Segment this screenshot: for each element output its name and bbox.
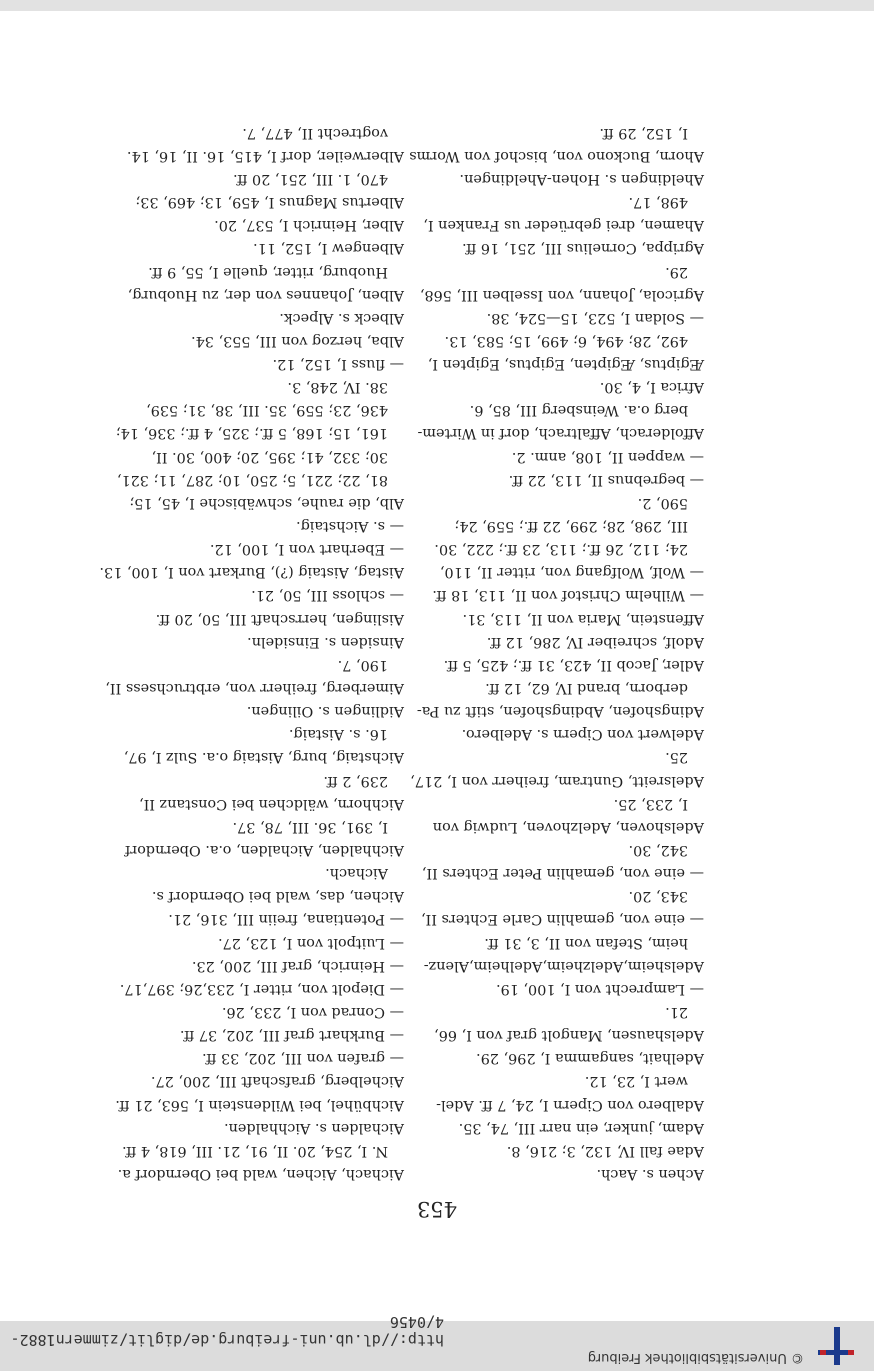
index-entry-line: 590, 2. [637, 494, 688, 511]
index-entry-line: — schloss III, 50, 21. [251, 587, 404, 604]
index-entry-line: 470, 1. III, 251, 20 ff. [233, 170, 388, 187]
index-entry-line: Adelwert von Cipern s. Adelbero. [461, 726, 704, 743]
index-entry-line: — s. Aichstaig. [296, 518, 404, 535]
index-entry-line: — Luitpolt von I, 123, 27. [218, 934, 404, 951]
index-entry-line: Albertus Magnus I, 459, 13; 469, 33; [135, 194, 404, 211]
index-entry-line: — grafen von III, 202, 33 ff. [202, 1050, 404, 1067]
index-entry-line: Adelsheim,Adelzheim,Adelheim,Alenz- [423, 957, 704, 974]
index-entry-line: Ahamen, drei gebrüeder us Franken I, [423, 217, 704, 234]
index-entry-line: Agricola, Johann, von Isselben III, 568, [419, 286, 704, 303]
index-entry-line: 16. s. Aistaig. [288, 726, 388, 743]
index-entry-line: Huoburg, ritter, quelle I, 55, 9 ff. [148, 263, 388, 280]
index-entry-line: Aichhalden, Aichalden, o.a. Oberndorf [124, 842, 404, 859]
index-entry-line: 161, 15; 168, 5 ff.; 325, 4 ff.; 336, 14; [115, 425, 388, 442]
index-entry-line: Albengew I, 152, 11. [253, 240, 404, 257]
index-entry-line: Aichelberg, grafschaft III, 200, 27. [150, 1073, 404, 1090]
index-entry-line: 30; 332, 41; 395, 20; 400, 30. II, [151, 448, 388, 465]
index-entry-line: Ainsiden s. Einsideln. [247, 633, 404, 650]
index-entry-line: Aichalden s. Aichhalden. [224, 1119, 404, 1136]
index-entry-line: Aheldingen s. Hohen-Aheldingen. [459, 170, 704, 187]
index-column-left [409, 121, 704, 1185]
index-entry-line: 498, 17. [628, 194, 688, 211]
index-entry-line: Aichhorn, wäldchen bei Constanz II, [139, 795, 404, 812]
index-entry-line: — eine von, gemahlin Peter Echters II, [421, 865, 704, 882]
index-entry-line: I, 391, 36. III, 78, 37. [232, 818, 388, 835]
university-logo-icon [816, 1327, 856, 1365]
index-entry-line: — begrebnus II, 113, 22 ff. [508, 471, 704, 488]
index-entry-line: Adam, junker, ein narr III, 74, 35. [458, 1119, 704, 1136]
index-entry-line: Agrippa, Cornelius III, 251, 16 ff. [462, 240, 704, 257]
index-entry-line: 342, 30. [628, 842, 688, 859]
index-entry-line: 81, 22; 221, 5; 250, 10; 287, 11; 321, [116, 471, 388, 488]
index-entry-line: 24; 112, 26 ff.; 113, 23 ff.; 222, 30. [434, 541, 688, 558]
index-entry-line: Affenstein, Maria von II, 113, 31. [462, 610, 704, 627]
index-entry-line: Ahorn, Buckono von, bischof von Worms [409, 147, 704, 164]
index-entry-line: Achen s. Aach. [596, 1166, 704, 1182]
index-entry-line: I, 152, 29 ff. [599, 124, 688, 141]
index-entry-line: Alba, herzog von III, 553, 34. [191, 332, 404, 349]
index-entry-line: Aidlingen s. Oilingen. [246, 703, 404, 720]
index-entry-line: Adingshofen, Abdingshofen, stift zu Pa- [416, 703, 704, 720]
index-column-right [99, 121, 404, 1185]
index-entry-line: Adelshoven, Adelzhoven, Ludwig von [432, 818, 704, 835]
index-entry-line: Adalbero von Cipern I, 24, 7 ff. Adel- [436, 1096, 704, 1113]
index-entry-line: N. I, 254, 20. II, 91, 21. III, 618, 4 ff. [121, 1142, 388, 1159]
index-entry-line: berg o.a. Weinsberg III, 85, 6. [469, 402, 688, 419]
index-entry-line: Albeck s. Alpeck. [279, 309, 404, 326]
index-entry-line: vogtrecht II, 477, 7. [242, 124, 388, 141]
index-entry-line: — Wilhelm Christof von II, 113, 18 ff. [432, 587, 704, 604]
index-entry-line: — fluss I, 152, 12. [272, 356, 404, 373]
index-entry-line: — Diepolt von, ritter I, 233,26; 397,17. [119, 980, 404, 997]
copyright-notice: © Universitätsbibliothek Freiburg [587, 1350, 804, 1365]
index-entry-line: Adolf, schreiber IV, 286, 12 ff. [486, 633, 704, 650]
index-entry-line: Alberweiler, dorf I, 415, 16. II, 16, 14. [126, 147, 404, 164]
index-entry-line: 343, 20. [628, 888, 688, 905]
index-entry-line: Alber, Heinrich I, 537, 20. [214, 217, 404, 234]
index-entry-line: 436, 23; 559, 35. III, 38, 31; 539, [146, 402, 388, 419]
index-entry-line: Adelhait, sangamma I, 296, 29. [476, 1050, 704, 1067]
index-entry-line: Aichbühel, bei Wildenstein I, 563, 21 ff. [115, 1096, 404, 1113]
index-entry-line: — Burkhart graf III, 202, 37 ff. [179, 1027, 404, 1044]
index-entry-line: derborn, brand IV, 62, 12 ff. [485, 680, 688, 697]
index-entry-line: Africa I, 4, 30. [599, 379, 704, 396]
index-entry-line: Alb, die rauhe, schwäbische I, 45, 15; [129, 494, 404, 511]
index-entry-line: Aichach. [325, 865, 388, 882]
index-entry-line: — wappen II, 108, anm. 2. [511, 448, 704, 465]
index-entry-line: Alben, Johannes von der, zu Huoburg, [127, 286, 404, 303]
index-entry-line: — Potentiana, freiin III, 316, 21. [168, 911, 404, 928]
index-entry-line: — Heinrich, graf III, 200, 23. [191, 957, 404, 974]
index-entry-line: I, 233, 25. [613, 795, 688, 812]
index-entry-line: wert I, 23, 12. [584, 1073, 688, 1090]
index-entry-line: — Lamprecht von I, 100, 19. [495, 980, 704, 997]
index-entry-line: Aislingen, herrschaft III, 50, 20 ff. [155, 610, 404, 627]
index-entry-line: 21. [665, 1004, 688, 1021]
index-entry-line: 38. IV, 248, 3. [287, 379, 388, 396]
index-entry-line: Adler, Jacob II, 423, 31 ff.; 425, 5 ff. [443, 656, 704, 673]
index-entry-line: Adelshausen, Mangolt graf von I, 66, [434, 1027, 704, 1044]
index-entry-line: Aichach, Aichen, wald bei Oberndorf a. [117, 1166, 404, 1182]
index-entry-line: 492, 28; 494, 6; 499, 15; 583, 13. [444, 332, 688, 349]
index-entry-line: 29. [665, 263, 688, 280]
page-url-link[interactable]: http://dl.ub.uni-freiburg.de/diglit/zimmern1882-4/0456 [10, 1313, 444, 1349]
index-entry-line: — Soldan I, 523, 15—524, 38. [486, 309, 704, 326]
bottom-bar [0, 0, 874, 11]
viewer-toolbar [0, 1313, 874, 1371]
index-entry-line: Aimerberg, freiherr von, erbtruchsess II, [105, 680, 404, 697]
index-entry-line: Adelsreitt, Guntram, freiherr von I, 217, [410, 772, 704, 789]
index-entry-line: Ægiptus, Ægipten, Egiptus, Egipten I, [427, 356, 704, 373]
index-entry-line: 190, 7. [337, 656, 388, 673]
index-entry-line: — Eberhart von I, 100, 12. [209, 541, 404, 558]
index-entry-line: Affolderach, Affaltrach, dorf in Wirtem- [417, 425, 704, 442]
index-entry-line: heim, Stefan von II, 3, 31 ff. [484, 934, 688, 951]
index-entry-line: — eine von, gemahlin Carle Echters II, [421, 911, 704, 928]
index-entry-line: — Wolf, Wolfgang von, ritter II, 110, [439, 564, 704, 581]
index-entry-line: — Conrad von I, 233, 26. [221, 1004, 404, 1021]
index-entry-line: 239, 2 ff. [323, 772, 388, 789]
index-entry-line: Aichen, das, wald bei Oberndorf s. [151, 888, 404, 905]
index-entry-line: Aistag, Aistaig (?), Burkart von I, 100, 13. [99, 564, 404, 581]
index-entry-line: Aichstaig, burg, Aistaig o.a. Sulz I, 97, [123, 749, 404, 766]
index-entry-line: 25. [665, 749, 688, 766]
page-number: 453 [416, 1197, 458, 1221]
index-entry-line: Adae fall IV, 132, 3; 216, 8. [506, 1142, 704, 1159]
index-entry-line: III, 298, 28; 299, 22 ff.; 559, 24; [454, 518, 688, 535]
